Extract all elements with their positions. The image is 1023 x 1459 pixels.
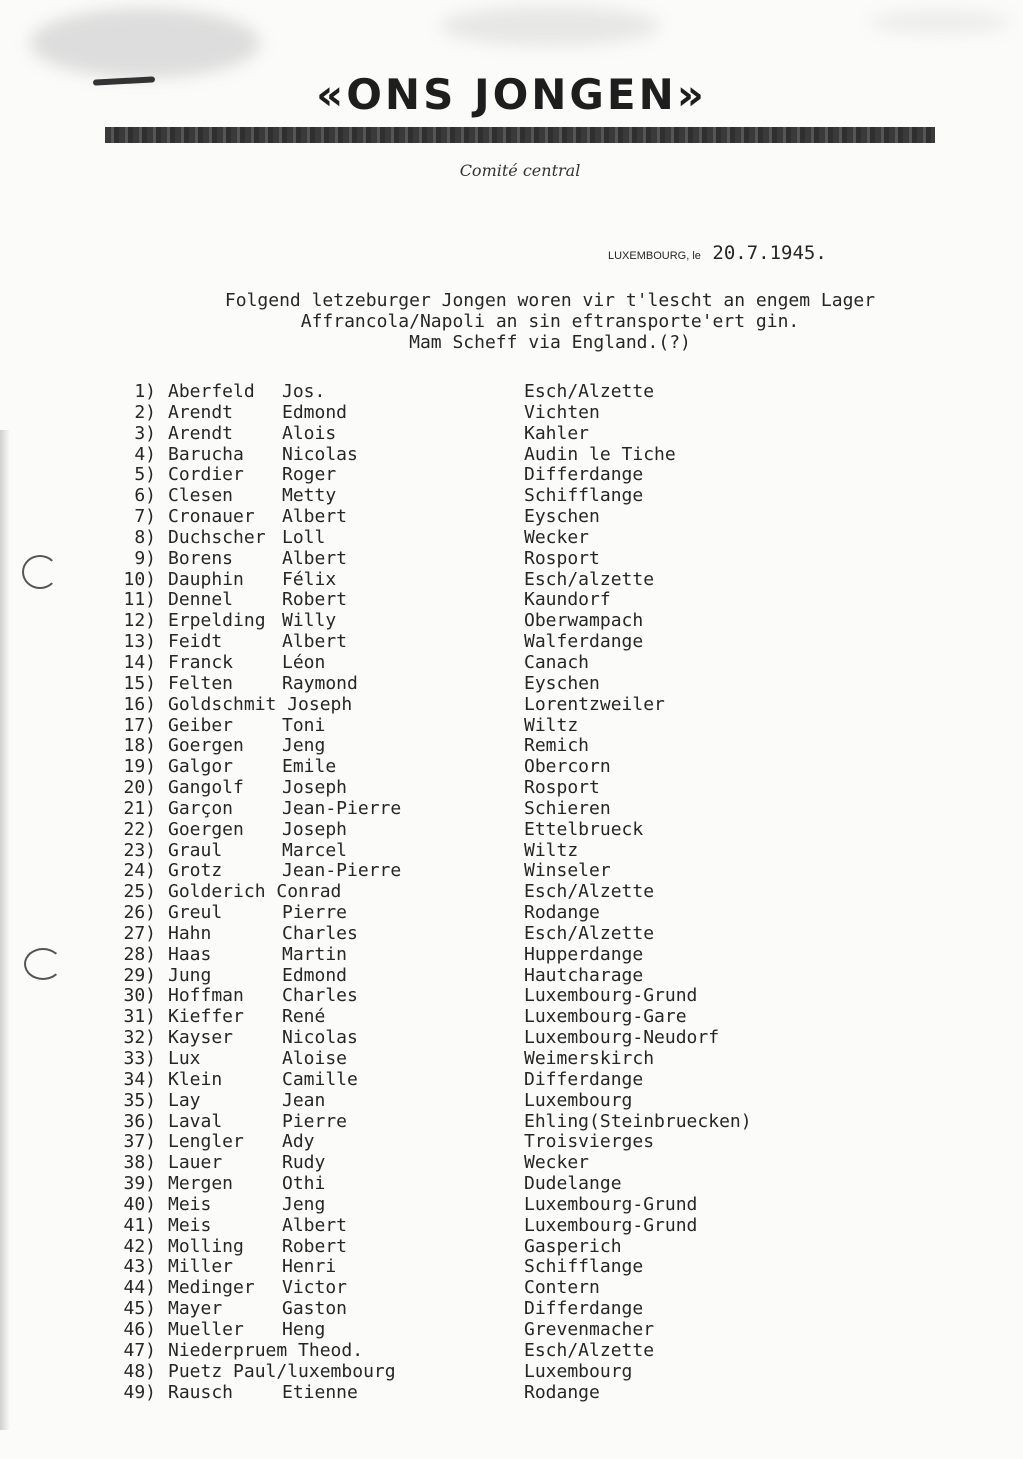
list-item <box>110 1028 910 1049</box>
hometown: Hupperdange <box>524 943 644 965</box>
first-name: Metty <box>282 485 337 507</box>
punch-hole-mark <box>24 948 62 980</box>
first-name: Edmond <box>282 964 348 986</box>
entry-number: 38) <box>123 1152 156 1174</box>
last-name: Felten <box>168 672 234 694</box>
entry-number: 5) <box>134 464 156 486</box>
entry-number: 20) <box>123 777 156 799</box>
dateline-city: LUXEMBOURG, le <box>608 250 701 262</box>
entry-number: 4) <box>134 443 156 465</box>
first-name: Jean-Pierre <box>282 797 402 819</box>
first-name: Jos. <box>282 381 326 402</box>
list-item <box>110 1007 910 1028</box>
last-name: Goldschmit Joseph <box>168 693 353 715</box>
first-name: Jean <box>282 1089 326 1111</box>
hometown: Differdange <box>524 1298 644 1320</box>
punch-hole-mark <box>22 555 58 589</box>
first-name: Rudy <box>282 1152 326 1174</box>
last-name: Mayer <box>168 1298 223 1320</box>
entry-number: 11) <box>123 589 156 611</box>
last-name: Erpelding <box>168 610 266 632</box>
scan-smudge <box>440 6 660 46</box>
entry-number: 46) <box>123 1318 156 1340</box>
entry-number: 49) <box>123 1381 156 1403</box>
first-name: Marcel <box>282 839 348 861</box>
hometown: Obercorn <box>524 756 611 778</box>
list-item <box>110 1112 910 1133</box>
last-name: Golderich Conrad <box>168 881 342 903</box>
scan-smudge <box>30 8 260 78</box>
last-name: Dauphin <box>168 568 244 590</box>
dateline-date: 20.7.1945. <box>712 242 827 264</box>
first-name: Loll <box>282 526 326 548</box>
list-item <box>110 820 910 841</box>
list-item <box>110 382 910 403</box>
hometown: Schifflange <box>524 485 644 507</box>
list-item <box>110 1195 910 1216</box>
first-name: Etienne <box>282 1381 358 1403</box>
entry-number: 16) <box>123 693 156 715</box>
first-name: Heng <box>282 1318 326 1340</box>
first-name: Victor <box>282 1277 348 1299</box>
hometown: Oberwampach <box>524 610 644 632</box>
first-name: Albert <box>282 631 348 653</box>
list-item <box>110 653 910 674</box>
hometown: Schifflange <box>524 1256 644 1278</box>
list-item <box>110 861 910 882</box>
hometown: Luxembourg-Grund <box>524 985 698 1007</box>
hometown: Esch/alzette <box>524 568 655 590</box>
first-name: Joseph <box>282 818 348 840</box>
first-name: Pierre <box>282 1110 348 1132</box>
hometown: Wecker <box>524 526 590 548</box>
hometown: Wiltz <box>524 714 579 736</box>
entry-number: 33) <box>123 1048 156 1069</box>
entry-number: 1) <box>134 381 156 402</box>
entry-number: 47) <box>123 1339 156 1361</box>
intro-paragraph <box>150 290 950 353</box>
entry-number: 24) <box>123 860 156 882</box>
last-name: Gangolf <box>168 777 244 799</box>
last-name: Geiber <box>168 714 234 736</box>
entry-number: 41) <box>123 1214 156 1236</box>
entry-number: 17) <box>123 714 156 736</box>
hometown: Esch/Alzette <box>524 922 655 944</box>
last-name: Kieffer <box>168 1006 244 1028</box>
list-item <box>110 1216 910 1237</box>
first-name: Othi <box>282 1173 326 1195</box>
first-name: Léon <box>282 651 326 673</box>
list-item <box>110 695 910 716</box>
first-name: Albert <box>282 506 348 528</box>
list-item <box>110 590 910 611</box>
entry-number: 42) <box>123 1235 156 1257</box>
list-item <box>110 1174 910 1195</box>
list-item <box>110 570 910 591</box>
first-name: Toni <box>282 714 326 736</box>
entry-number: 40) <box>123 1193 156 1215</box>
list-item <box>110 841 910 862</box>
last-name: Dennel <box>168 589 234 611</box>
hometown: Ehling(Steinbruecken) <box>524 1110 752 1132</box>
first-name: Gaston <box>282 1298 348 1320</box>
hometown: Canach <box>524 651 590 673</box>
last-name: Arendt <box>168 422 234 444</box>
last-name: Duchscher <box>168 526 266 548</box>
last-name: Garçon <box>168 797 234 819</box>
hometown: Esch/Alzette <box>524 881 655 903</box>
first-name: Charles <box>282 922 358 944</box>
hometown: Hautcharage <box>524 964 644 986</box>
hometown: Luxembourg-Grund <box>524 1214 698 1236</box>
hometown: Luxembourg <box>524 1089 633 1111</box>
list-item <box>110 1278 910 1299</box>
list-item <box>110 945 910 966</box>
entry-number: 2) <box>134 401 156 423</box>
list-item <box>110 1153 910 1174</box>
list-item <box>110 757 910 778</box>
list-item <box>110 486 910 507</box>
list-item <box>110 924 910 945</box>
list-item <box>110 1299 910 1320</box>
entry-number: 23) <box>123 839 156 861</box>
entry-number: 7) <box>134 506 156 528</box>
last-name: Hahn <box>168 922 212 944</box>
list-item <box>110 403 910 424</box>
first-name: Camille <box>282 1068 358 1090</box>
hometown: Vichten <box>524 401 600 423</box>
last-name: Rausch <box>168 1381 234 1403</box>
list-item <box>110 507 910 528</box>
entry-number: 37) <box>123 1131 156 1153</box>
first-name: Jean-Pierre <box>282 860 402 882</box>
entry-number: 39) <box>123 1173 156 1195</box>
list-item <box>110 549 910 570</box>
last-name: Laval <box>168 1110 223 1132</box>
entry-number: 21) <box>123 797 156 819</box>
entry-number: 3) <box>134 422 156 444</box>
last-name: Haas <box>168 943 212 965</box>
list-item <box>110 778 910 799</box>
last-name: Feidt <box>168 631 223 653</box>
list-item <box>110 611 910 632</box>
hometown: Wecker <box>524 1152 590 1174</box>
hometown: Schieren <box>524 797 611 819</box>
hometown: Differdange <box>524 1068 644 1090</box>
entry-number: 43) <box>123 1256 156 1278</box>
last-name: Arendt <box>168 401 234 423</box>
list-item <box>110 1341 910 1362</box>
first-name: Charles <box>282 985 358 1007</box>
first-name: Ady <box>282 1131 315 1153</box>
list-item <box>110 799 910 820</box>
entry-number: 10) <box>123 568 156 590</box>
list-item <box>110 1257 910 1278</box>
list-item <box>110 1091 910 1112</box>
entry-number: 8) <box>134 526 156 548</box>
hometown: Audin le Tiche <box>524 443 676 465</box>
first-name: Joseph <box>282 777 348 799</box>
first-name: Henri <box>282 1256 337 1278</box>
dateline <box>608 242 827 264</box>
last-name: Graul <box>168 839 223 861</box>
list-item <box>110 528 910 549</box>
first-name: Nicolas <box>282 443 358 465</box>
letterhead-title: «ONS JONGEN» <box>316 70 707 119</box>
entry-number: 22) <box>123 818 156 840</box>
entry-number: 44) <box>123 1277 156 1299</box>
list-item <box>110 882 910 903</box>
entry-number: 28) <box>123 943 156 965</box>
first-name: Roger <box>282 464 337 486</box>
entry-number: 32) <box>123 1027 156 1049</box>
people-list <box>110 382 910 1403</box>
list-item <box>110 1070 910 1091</box>
last-name: Galgor <box>168 756 234 778</box>
hometown: Rosport <box>524 547 600 569</box>
intro-line: Folgend letzeburger Jongen woren vir t'lescht an engem Lager <box>224 290 876 311</box>
hometown: Luxembourg-Grund <box>524 1193 698 1215</box>
list-item <box>110 465 910 486</box>
first-name: René <box>282 1006 326 1028</box>
last-name: Lengler <box>168 1131 244 1153</box>
last-name: Grotz <box>168 860 223 882</box>
hometown: Ettelbrueck <box>524 818 644 840</box>
list-item <box>110 1132 910 1153</box>
last-name: Lauer <box>168 1152 223 1174</box>
hometown: Eyschen <box>524 506 600 528</box>
last-name: Lux <box>168 1048 201 1069</box>
hometown: Gasperich <box>524 1235 622 1257</box>
intro-line: Mam Scheff via England.(?) <box>409 332 691 353</box>
hometown: Kaundorf <box>524 589 611 611</box>
last-name: Meis <box>168 1214 212 1236</box>
hometown: Luxembourg-Gare <box>524 1006 687 1028</box>
last-name: Greul <box>168 902 223 924</box>
first-name: Emile <box>282 756 337 778</box>
entry-number: 15) <box>123 672 156 694</box>
first-name: Robert <box>282 1235 348 1257</box>
hometown: Wiltz <box>524 839 579 861</box>
hometown: Rodange <box>524 1381 600 1403</box>
hometown: Luxembourg-Neudorf <box>524 1027 720 1049</box>
hometown: Rodange <box>524 902 600 924</box>
first-name: Jeng <box>282 1193 326 1215</box>
last-name: Mergen <box>168 1173 234 1195</box>
last-name: Goergen <box>168 818 244 840</box>
last-name: Aberfeld <box>168 381 255 402</box>
entry-number: 34) <box>123 1068 156 1090</box>
list-item <box>110 1237 910 1258</box>
scan-edge-shadow <box>0 430 10 1430</box>
last-name: Goergen <box>168 735 244 757</box>
hometown: Dudelange <box>524 1173 622 1195</box>
last-name: Lay <box>168 1089 201 1111</box>
list-item <box>110 674 910 695</box>
first-name: Willy <box>282 610 337 632</box>
list-item <box>110 424 910 445</box>
last-name: Cronauer <box>168 506 255 528</box>
last-name: Klein <box>168 1068 223 1090</box>
first-name: Nicolas <box>282 1027 358 1049</box>
hometown: Troisvierges <box>524 1131 655 1153</box>
entry-number: 36) <box>123 1110 156 1132</box>
last-name: Jung <box>168 964 212 986</box>
entry-number: 14) <box>123 651 156 673</box>
hometown: Remich <box>524 735 590 757</box>
hometown: Lorentzweiler <box>524 693 665 715</box>
entry-number: 31) <box>123 1006 156 1028</box>
entry-number: 26) <box>123 902 156 924</box>
last-name: Mueller <box>168 1318 244 1340</box>
list-item <box>110 1049 910 1070</box>
first-name: Alois <box>282 422 337 444</box>
entry-number: 27) <box>123 922 156 944</box>
first-name: Albert <box>282 1214 348 1236</box>
entry-number: 6) <box>134 485 156 507</box>
entry-number: 19) <box>123 756 156 778</box>
first-name: Martin <box>282 943 348 965</box>
hometown: Winseler <box>524 860 611 882</box>
first-name: Félix <box>282 568 337 590</box>
list-item <box>110 445 910 466</box>
last-name: Clesen <box>168 485 234 507</box>
entry-number: 25) <box>123 881 156 903</box>
last-name: Puetz Paul/luxembourg <box>168 1360 396 1382</box>
last-name: Meis <box>168 1193 212 1215</box>
entry-number: 35) <box>123 1089 156 1111</box>
hometown: Grevenmacher <box>524 1318 655 1340</box>
hometown: Weimerskirch <box>524 1048 655 1069</box>
entry-number: 13) <box>123 631 156 653</box>
hometown: Contern <box>524 1277 600 1299</box>
first-name: Robert <box>282 589 348 611</box>
first-name: Albert <box>282 547 348 569</box>
scan-smudge <box>870 10 1010 34</box>
list-item <box>110 966 910 987</box>
entry-number: 30) <box>123 985 156 1007</box>
letterhead-rule <box>105 127 935 143</box>
last-name: Barucha <box>168 443 244 465</box>
entry-number: 18) <box>123 735 156 757</box>
hometown: Differdange <box>524 464 644 486</box>
list-item <box>110 736 910 757</box>
last-name: Medinger <box>168 1277 255 1299</box>
last-name: Hoffman <box>168 985 244 1007</box>
entry-number: 48) <box>123 1360 156 1382</box>
first-name: Jeng <box>282 735 326 757</box>
entry-number: 29) <box>123 964 156 986</box>
entry-number: 45) <box>123 1298 156 1320</box>
hometown: Kahler <box>524 422 590 444</box>
first-name: Raymond <box>282 672 358 694</box>
hometown: Luxembourg <box>524 1360 633 1382</box>
committee-name: Comité central <box>459 161 581 180</box>
hometown: Eyschen <box>524 672 600 694</box>
intro-line: Affrancola/Napoli an sin eftransporte'ert gin. <box>300 311 800 332</box>
hometown: Walferdange <box>524 631 644 653</box>
list-item <box>110 632 910 653</box>
entry-number: 9) <box>134 547 156 569</box>
last-name: Kayser <box>168 1027 234 1049</box>
list-item <box>110 716 910 737</box>
first-name: Aloise <box>282 1048 348 1069</box>
first-name: Edmond <box>282 401 348 423</box>
hometown: Rosport <box>524 777 600 799</box>
list-item <box>110 986 910 1007</box>
last-name: Miller <box>168 1256 234 1278</box>
list-item <box>110 903 910 924</box>
last-name: Molling <box>168 1235 244 1257</box>
hometown: Esch/Alzette <box>524 1339 655 1361</box>
list-item <box>110 1362 910 1383</box>
last-name: Cordier <box>168 464 244 486</box>
last-name: Niederpruem Theod. <box>168 1339 364 1361</box>
list-item <box>110 1383 910 1404</box>
entry-number: 12) <box>123 610 156 632</box>
hometown: Esch/Alzette <box>524 381 655 402</box>
last-name: Borens <box>168 547 234 569</box>
first-name: Pierre <box>282 902 348 924</box>
list-item <box>110 1320 910 1341</box>
last-name: Franck <box>168 651 234 673</box>
